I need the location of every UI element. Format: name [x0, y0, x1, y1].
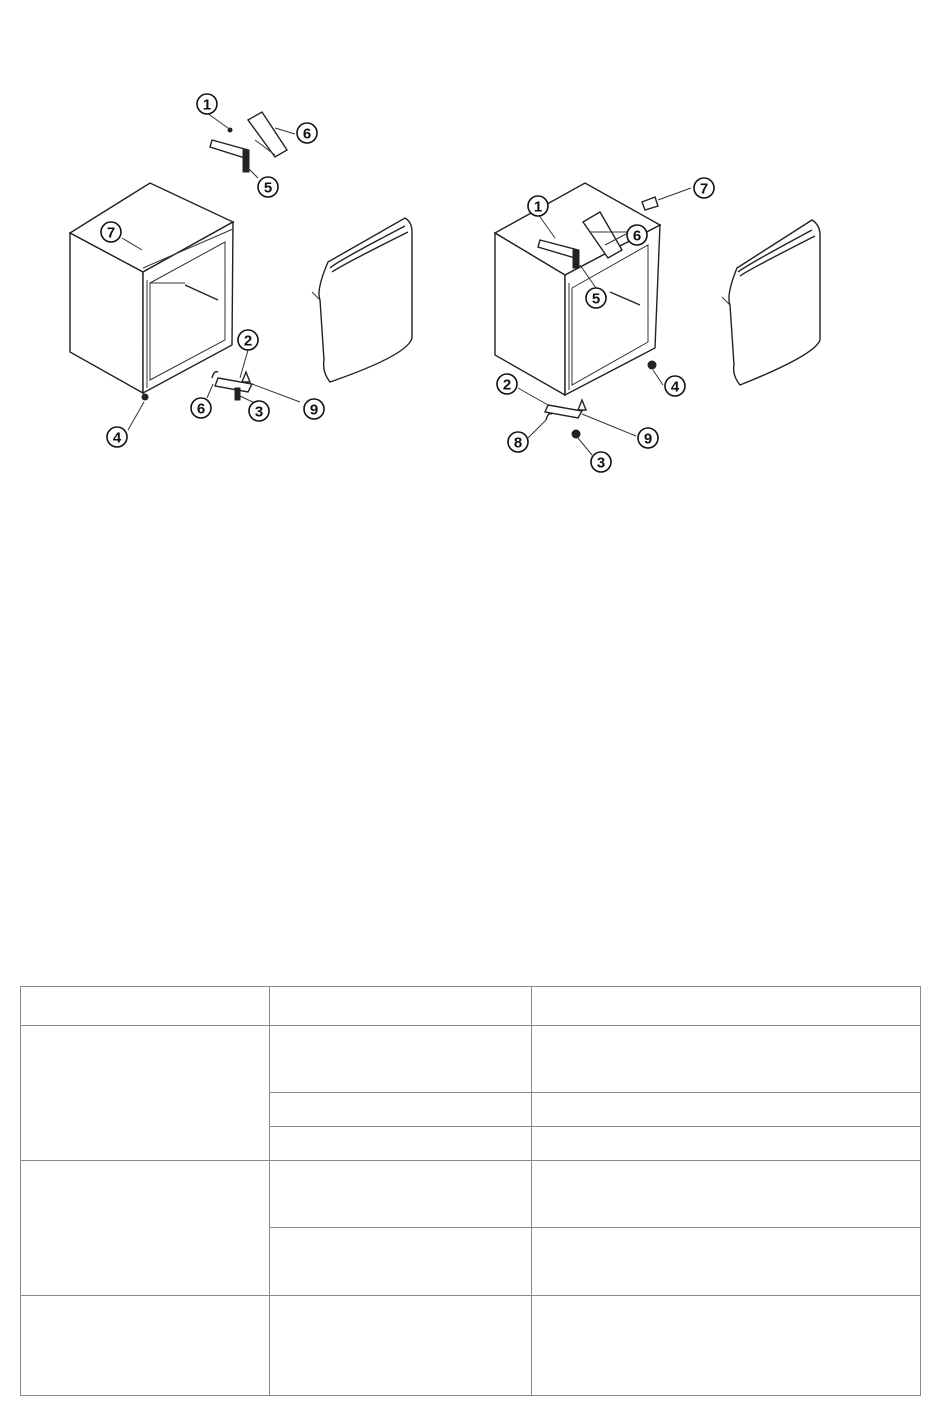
right-door: [722, 220, 820, 385]
svg-text:4: 4: [112, 429, 122, 447]
left-callout-1: [197, 94, 217, 114]
left-callout-9: [304, 399, 324, 419]
svg-text:7: 7: [106, 224, 116, 242]
right-callout-1: [528, 196, 548, 216]
table-row: [21, 1296, 921, 1396]
right-fridge-illustration: [495, 178, 820, 472]
right-callout-8: [508, 432, 528, 452]
left-callout-5: [258, 177, 278, 197]
header-cell-cause: [270, 987, 532, 1026]
svg-text:5: 5: [591, 290, 601, 308]
table-cell: [270, 1161, 532, 1228]
table-cell: [270, 1228, 532, 1296]
table-cell: [270, 1026, 532, 1093]
table-cell: [270, 1127, 532, 1161]
svg-text:9: 9: [643, 430, 653, 448]
svg-text:3: 3: [596, 454, 606, 472]
right-cabinet: [495, 183, 660, 395]
table-cell: [532, 1026, 921, 1093]
header-cell-solution: [532, 987, 921, 1026]
header-cell-problem: [21, 987, 270, 1026]
left-callout-7: [101, 222, 121, 242]
svg-text:2: 2: [243, 332, 253, 350]
left-callout-6-bottom: [191, 398, 211, 418]
troubleshooting-table: [20, 986, 921, 1396]
svg-text:6: 6: [196, 400, 206, 418]
door-reversal-diagram: [0, 0, 950, 480]
svg-text:8: 8: [513, 434, 523, 452]
right-callout-4: [665, 376, 685, 396]
table-row: [21, 1026, 921, 1093]
right-callout-2: [497, 374, 517, 394]
table-cell: [532, 1296, 921, 1396]
left-callout-2: [238, 330, 258, 350]
right-callout-7: [694, 178, 714, 198]
group-cell-1: [21, 1026, 270, 1161]
left-callout-4: [107, 427, 127, 447]
group-cell-2: [21, 1161, 270, 1296]
svg-text:3: 3: [254, 403, 264, 421]
svg-text:4: 4: [670, 378, 680, 396]
left-callout-6-top: [297, 123, 317, 143]
left-bottom-hinge-parts: [212, 372, 252, 400]
left-top-hinge-parts: [210, 112, 287, 172]
svg-text:6: 6: [632, 227, 642, 245]
svg-text:9: 9: [309, 401, 319, 419]
left-callout-3: [249, 401, 269, 421]
svg-text:5: 5: [263, 179, 273, 197]
group-cell-3: [21, 1296, 270, 1396]
right-callout-6: [627, 225, 647, 245]
table-row: [21, 1161, 921, 1228]
svg-text:1: 1: [533, 198, 543, 216]
troubleshooting-table-wrapper: [20, 986, 920, 1396]
table-cell: [532, 1093, 921, 1127]
table-cell: [532, 1127, 921, 1161]
right-callout-3: [591, 452, 611, 472]
right-bottom-hinge-parts: [545, 400, 586, 438]
svg-text:6: 6: [302, 125, 312, 143]
svg-text:7: 7: [699, 180, 709, 198]
left-cabinet: [70, 183, 233, 400]
left-door: [312, 218, 412, 382]
table-cell: [270, 1296, 532, 1396]
table-cell: [270, 1093, 532, 1127]
left-fridge-illustration: [70, 94, 412, 447]
svg-text:1: 1: [202, 96, 212, 114]
right-callout-5: [586, 288, 606, 308]
svg-text:2: 2: [502, 376, 512, 394]
table-cell: [532, 1161, 921, 1228]
table-cell: [532, 1228, 921, 1296]
table-header-row: [21, 987, 921, 1026]
right-callout-9: [638, 428, 658, 448]
